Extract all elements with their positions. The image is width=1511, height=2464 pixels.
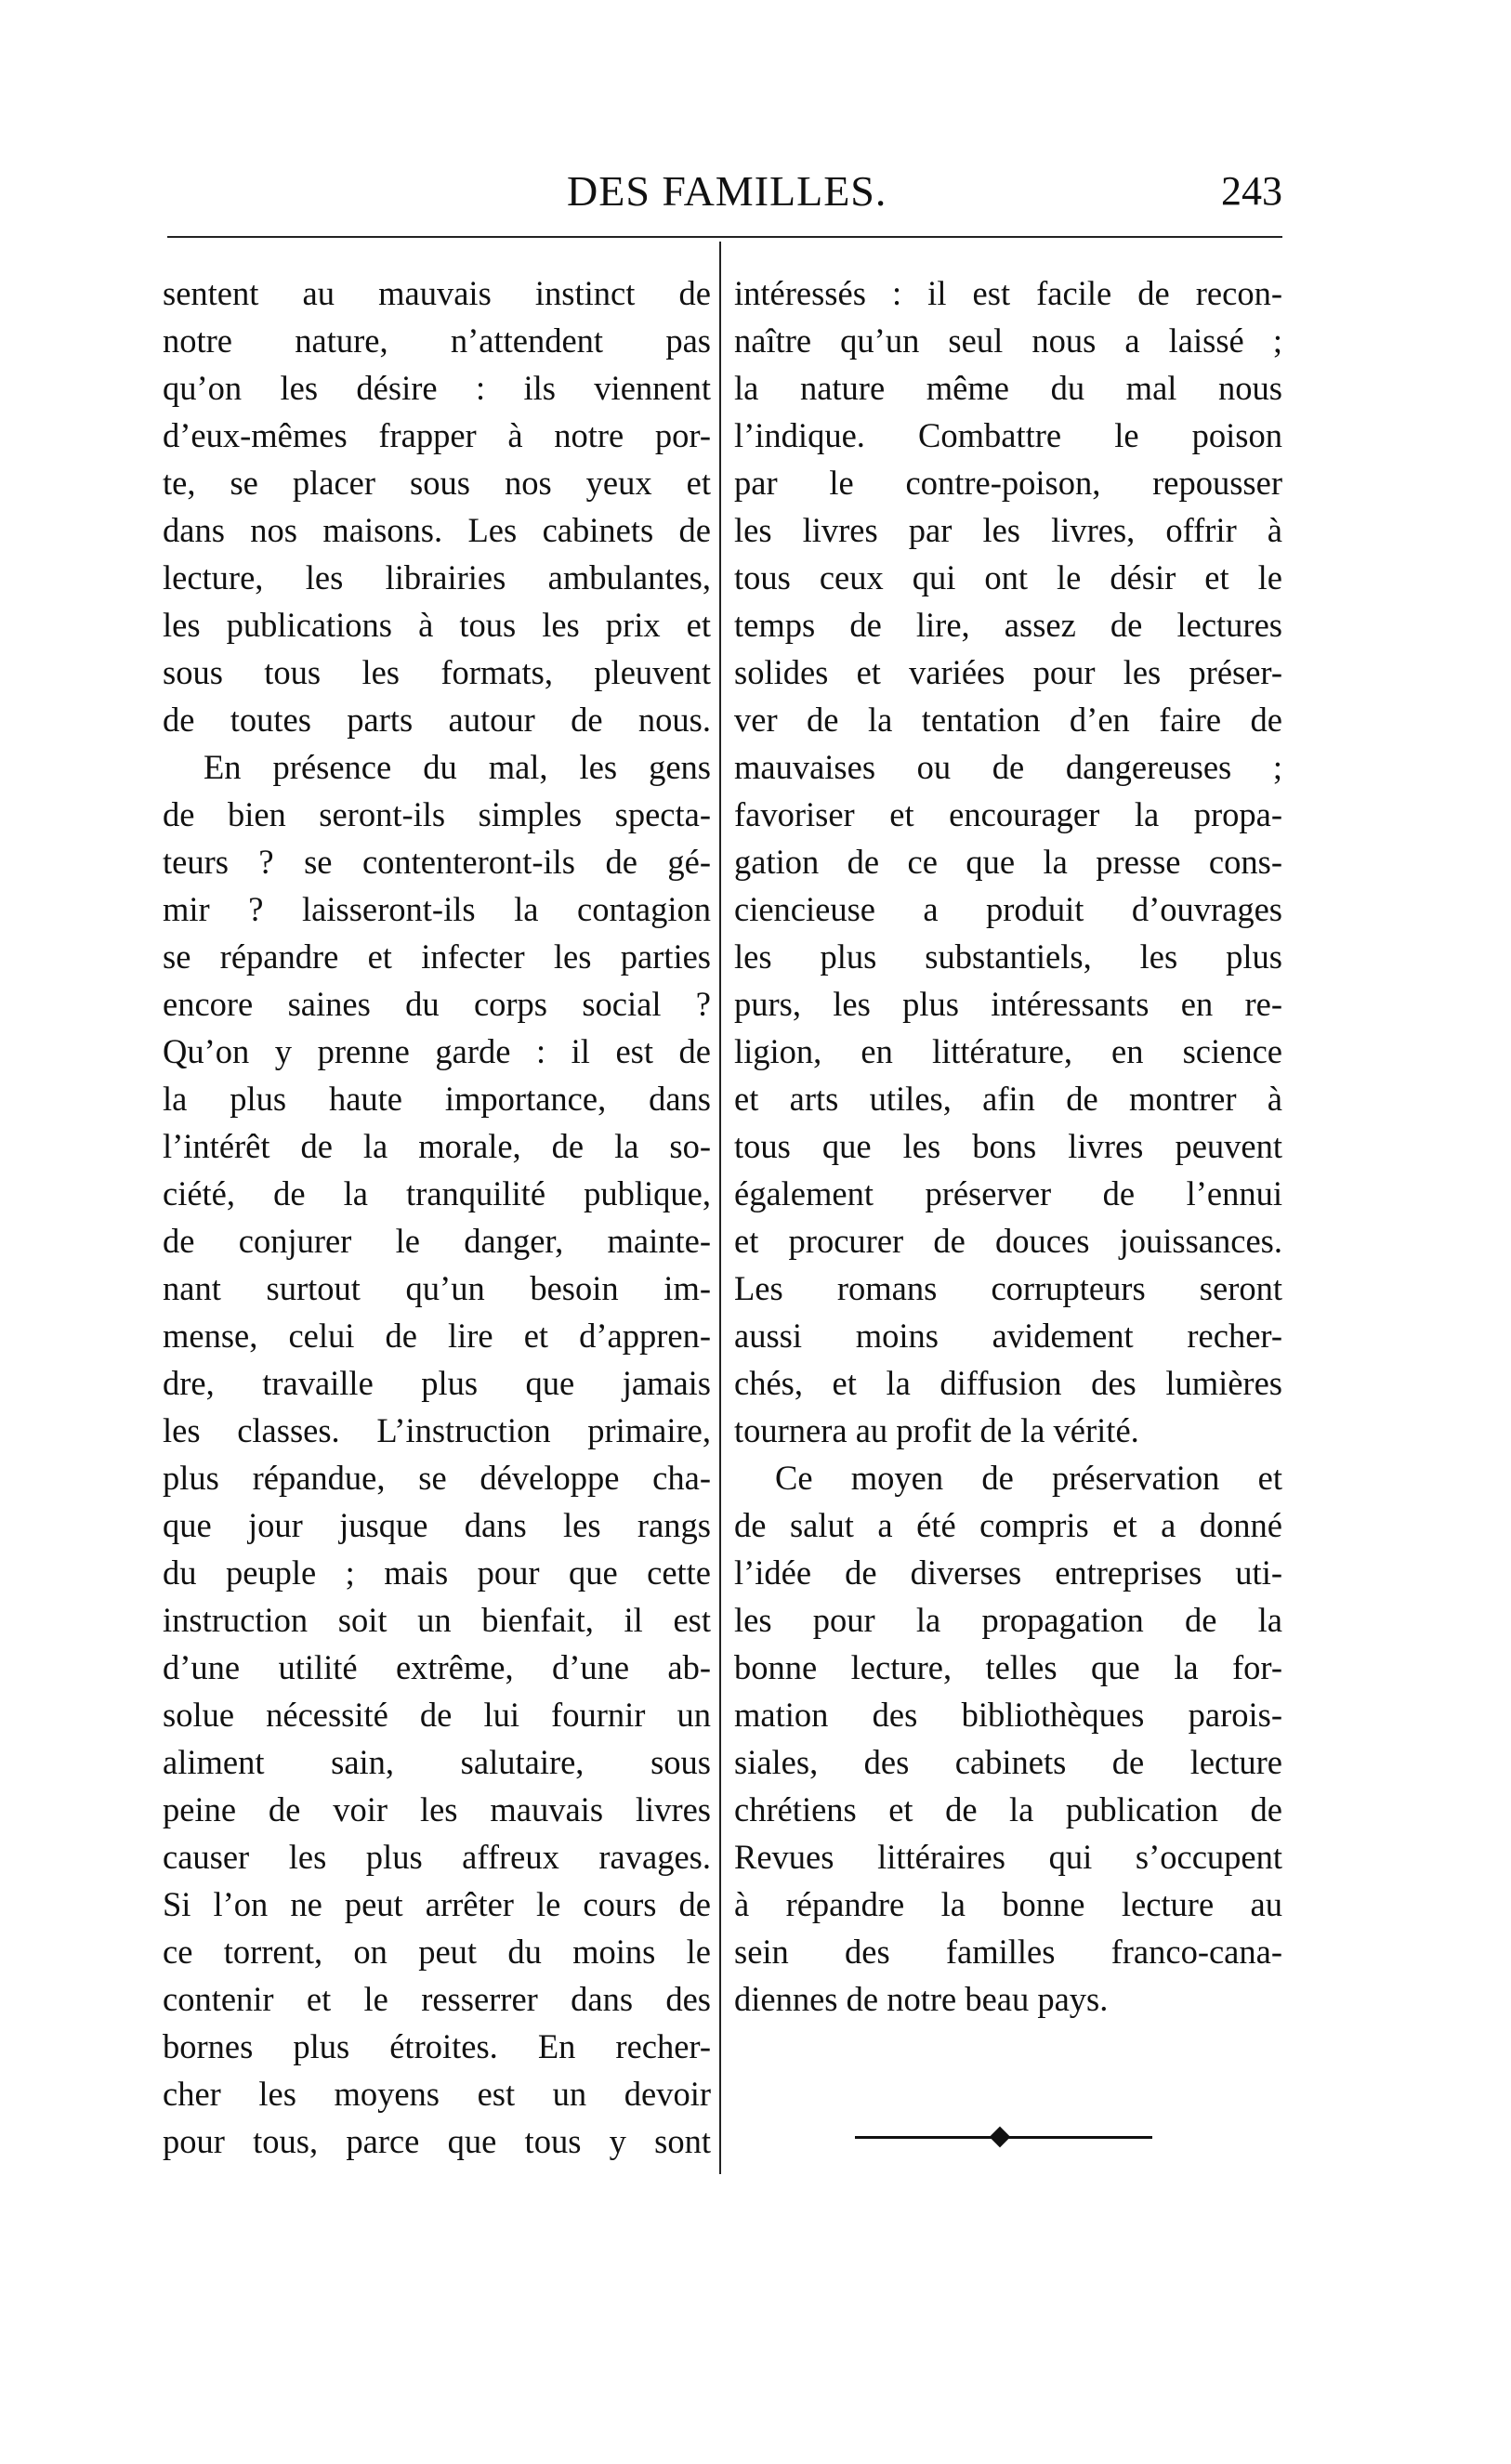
text-line: peine de voir les mauvais livres [163,1790,711,1828]
text-line: solue nécessité de lui fournir un [163,1696,711,1734]
text-line: ce torrent, on peut du moins le [163,1933,711,1971]
text-line: les livres par les livres, offrir à [734,511,1282,549]
page-number: 243 [1221,168,1282,214]
text-line: En présence du mal, les gens [204,748,711,786]
text-line: cher les moyens est un devoir [163,2075,711,2113]
text-line: à répandre la bonne lecture au [734,1885,1282,1923]
text-line: siales, des cabinets de lecture [734,1743,1282,1781]
text-line: d’eux-mêmes frapper à notre por- [163,416,711,454]
text-line: et procurer de douces jouissances. [734,1222,1282,1260]
text-line: aussi moins avidement recher- [734,1317,1282,1355]
text-line: sein des familles franco-cana- [734,1933,1282,1971]
ornament-diamond-icon [990,2127,1011,2148]
text-line: notre nature, n’attendent pas [163,321,711,360]
text-line: lecture, les librairies ambulantes, [163,558,711,596]
text-line: tournera au profit de la vérité. [734,1411,1139,1449]
text-line: gation de ce que la presse cons- [734,843,1282,881]
text-line: qu’on les désire : ils viennent [163,369,711,407]
text-line: bonne lecture, telles que la for- [734,1648,1282,1686]
text-line: tous ceux qui ont le désir et le [734,558,1282,596]
text-line: par le contre-poison, repousser [734,464,1282,502]
text-line: te, se placer sous nos yeux et [163,464,711,502]
text-line: mense, celui de lire et d’appren- [163,1317,711,1355]
text-line: mauvaises ou de dangereuses ; [734,748,1282,786]
end-ornament [855,2128,1152,2146]
right-column [734,269,1282,2023]
text-line: de bien seront-ils simples specta- [163,795,711,833]
text-line: encore saines du corps social ? [163,985,711,1023]
text-line: se répandre et infecter les parties [163,937,711,976]
text-line: la plus haute importance, dans [163,1080,711,1118]
text-line: les plus substantiels, les plus [734,937,1282,976]
header-rule [167,236,1282,238]
text-line: favoriser et encourager la propa- [734,795,1282,833]
text-line: les pour la propagation de la [734,1601,1282,1639]
text-line: tous que les bons livres peuvent [734,1127,1282,1165]
text-line: d’une utilité extrême, d’une ab- [163,1648,711,1686]
text-line: Si l’on ne peut arrêter le cours de [163,1885,711,1923]
text-line: aliment sain, salutaire, sous [163,1743,711,1781]
running-head [558,165,1282,221]
text-line: que jour jusque dans les rangs [163,1506,711,1544]
text-line: nant surtout qu’un besoin im- [163,1269,711,1307]
text-line: mir ? laisseront-ils la contagion [163,890,711,928]
left-column [163,269,711,2165]
text-line: purs, les plus intéressants en re- [734,985,1282,1023]
text-line: de salut a été compris et a donné [734,1506,1282,1544]
text-line: dre, travaille plus que jamais [163,1364,711,1402]
text-line: teurs ? se contenteront-ils de gé- [163,843,711,881]
text-line: Les romans corrupteurs seront [734,1269,1282,1307]
text-line: l’idée de diverses entreprises uti- [734,1553,1282,1592]
text-line: naître qu’un seul nous a laissé ; [734,321,1282,360]
text-line: diennes de notre beau pays. [734,1980,1109,2018]
text-line: de conjurer le danger, mainte- [163,1222,711,1260]
text-line: l’indique. Combattre le poison [734,416,1282,454]
text-line: dans nos maisons. Les cabinets de [163,511,711,549]
text-line: chrétiens et de la publication de [734,1790,1282,1828]
text-line: les classes. L’instruction primaire, [163,1411,711,1449]
text-line: temps de lire, assez de lectures [734,606,1282,644]
text-line: et arts utiles, afin de montrer à [734,1080,1282,1118]
text-line: instruction soit un bienfait, il est [163,1601,711,1639]
text-line: mation des bibliothèques parois- [734,1696,1282,1734]
text-line: de toutes parts autour de nous. [163,701,711,739]
text-line: ciencieuse a produit d’ouvrages [734,890,1282,928]
text-line: ver de la tentation d’en faire de [734,701,1282,739]
text-line: la nature même du mal nous [734,369,1282,407]
text-line: contenir et le resserrer dans des [163,1980,711,2018]
text-line: pour tous, parce que tous y sont [163,2122,711,2160]
text-line: chés, et la diffusion des lumières [734,1364,1282,1402]
text-line: l’intérêt de la morale, de la so- [163,1127,711,1165]
text-line: sous tous les formats, pleuvent [163,653,711,691]
text-line: solides et variées pour les préser- [734,653,1282,691]
text-line: Qu’on y prenne garde : il est de [163,1032,711,1070]
text-line: également préserver de l’ennui [734,1174,1282,1212]
text-line: Revues littéraires qui s’occupent [734,1838,1282,1876]
text-line: causer les plus affreux ravages. [163,1838,711,1876]
text-line: bornes plus étroites. En recher- [163,2027,711,2065]
text-line: les publications à tous les prix et [163,606,711,644]
column-divider [719,242,721,2174]
running-title: DES FAMILLES. [567,167,887,215]
text-line: plus répandue, se développe cha- [163,1459,711,1497]
text-line: ligion, en littérature, en science [734,1032,1282,1070]
text-line: intéressés : il est facile de recon- [734,274,1282,312]
text-line: sentent au mauvais instinct de [163,274,711,312]
text-line: Ce moyen de préservation et [775,1459,1282,1497]
text-line: ciété, de la tranquilité publique, [163,1174,711,1212]
text-line: du peuple ; mais pour que cette [163,1553,711,1592]
